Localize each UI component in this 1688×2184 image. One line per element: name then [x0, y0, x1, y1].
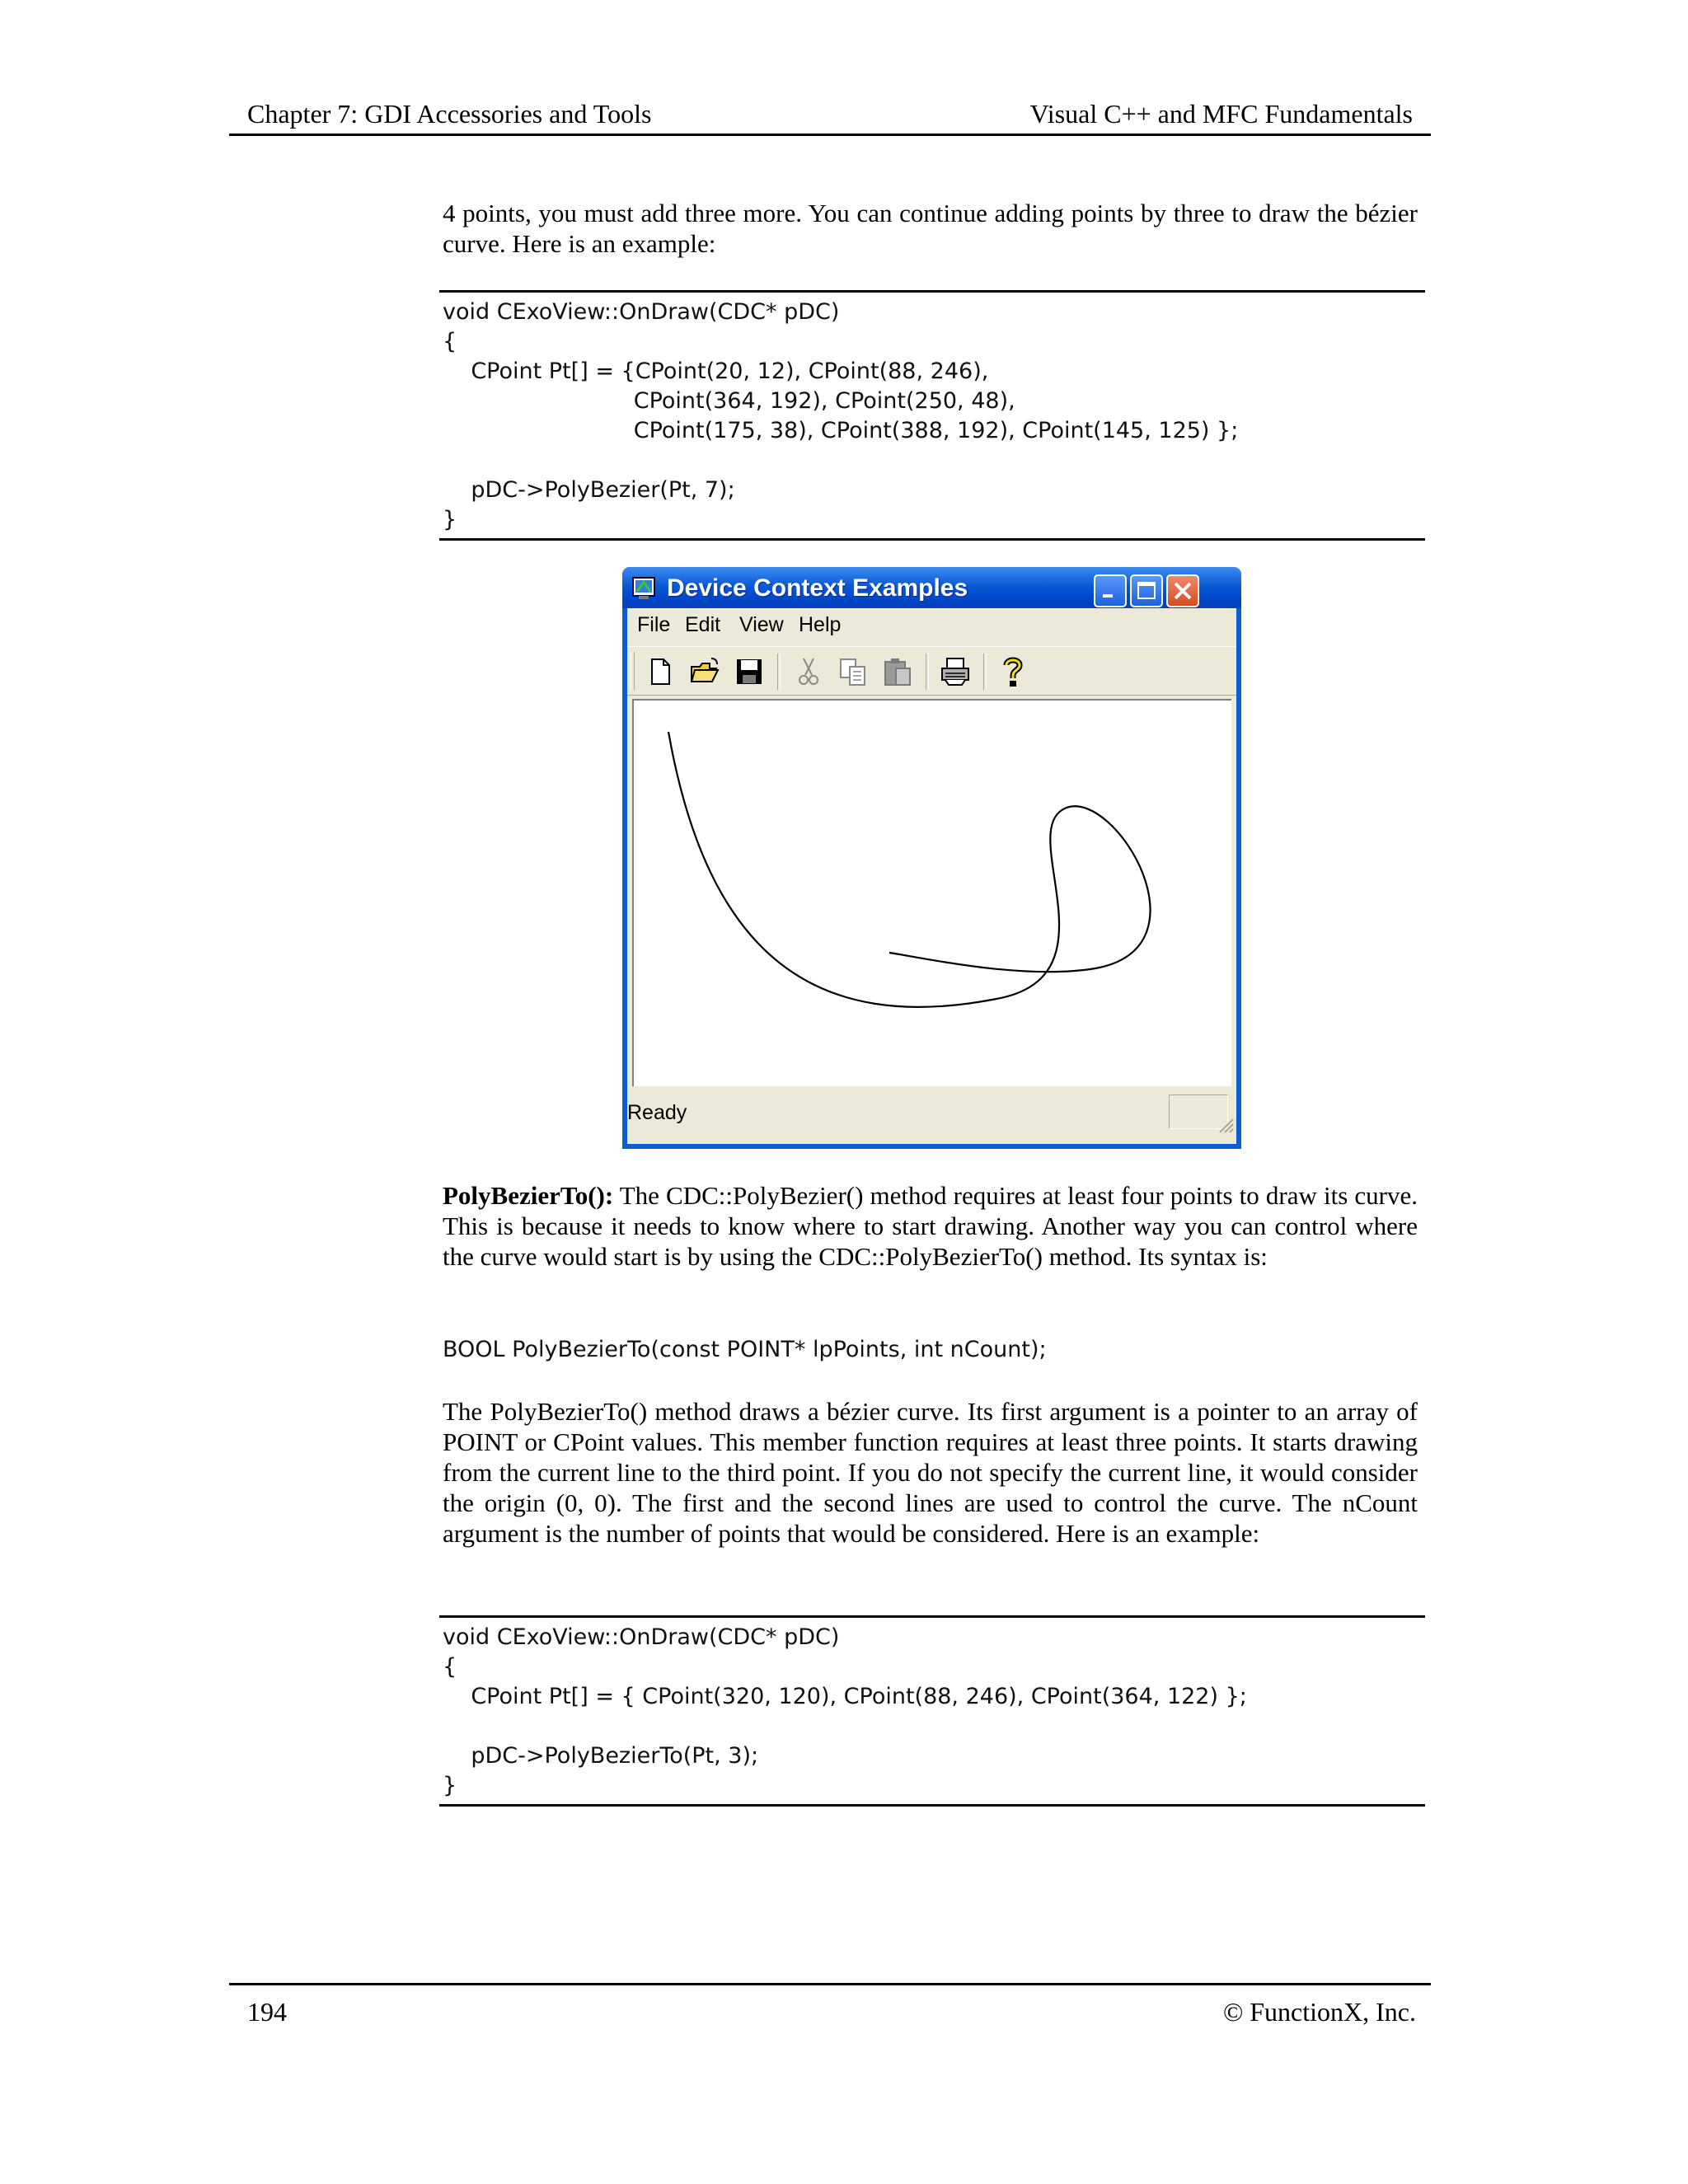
code-line: void CExoView::OnDraw(CDC* pDC): [443, 299, 840, 325]
menu-file[interactable]: File: [637, 613, 671, 636]
code-line: CPoint Pt[] = { CPoint(320, 120), CPoint(88, 246), CPoint(364, 122) };: [443, 1684, 1247, 1709]
new-file-icon[interactable]: [644, 655, 677, 688]
term-polybezierto: PolyBezierTo():: [443, 1181, 614, 1210]
intro-paragraph: 4 points, you must add three more. You can continue adding points by three to draw the bézier curve. Here is an example:: [443, 199, 1418, 258]
syntax-line: BOOL PolyBezierTo(const POINT* lpPoints, int nCount);: [443, 1337, 1047, 1362]
code-block-polybezierto: [439, 1615, 1425, 1807]
help-icon[interactable]: [996, 655, 1029, 688]
maximize-button[interactable]: [1130, 574, 1163, 607]
menu-help[interactable]: Help: [799, 613, 842, 636]
code-line: void CExoView::OnDraw(CDC* pDC): [443, 1624, 840, 1650]
toolbar-separator: [777, 654, 781, 690]
menu-view[interactable]: View: [739, 613, 784, 636]
polybezierto-paragraph: [443, 1180, 1418, 1272]
window-client: [627, 608, 1236, 1144]
code-line: pDC->PolyBezierTo(Pt, 3);: [443, 1743, 759, 1769]
app-icon: [632, 577, 657, 600]
code-line: pDC->PolyBezier(Pt, 7);: [443, 477, 735, 503]
code-line: CPoint Pt[] = {CPoint(20, 12), CPoint(88, 246),: [443, 359, 989, 384]
minimize-icon: [1095, 576, 1125, 606]
paste-icon[interactable]: [881, 655, 914, 688]
title-bar[interactable]: [622, 567, 1241, 608]
description-paragraph: The PolyBezierTo() method draws a bézier curve. Its first argument is a pointer to an array of POINT or CPoint values. This member function requires at least three points. It starts drawing from the current line to the third point. If you do not specify the current line, it would consider the origin (0, 0). The first and the second lines are used to control the curve. The nCount argument is the number of points that would be considered. Here is an example:: [443, 1397, 1418, 1548]
menu-bar: [627, 608, 1236, 644]
copy-icon[interactable]: [837, 655, 870, 688]
toolbar: [627, 646, 1236, 696]
code-line: CPoint(175, 38), CPoint(388, 192), CPoint(145, 125) };: [443, 418, 1239, 443]
toolbar-grip[interactable]: [631, 652, 635, 690]
code-block-polybezier: [439, 290, 1425, 541]
code-line: [439, 446, 1425, 476]
open-folder-icon[interactable]: [688, 655, 721, 688]
code-line: }: [443, 507, 457, 532]
toolbar-separator: [983, 654, 987, 690]
code-line: [439, 1712, 1425, 1741]
page-footer: [229, 1983, 1431, 2027]
copyright: © FunctionX, Inc.: [1222, 1997, 1416, 2027]
cut-icon[interactable]: [792, 655, 825, 688]
bezier-curve-drawing: [634, 701, 1231, 1086]
code-line: CPoint(364, 192), CPoint(250, 48),: [443, 388, 1015, 414]
app-window: [622, 567, 1241, 1149]
book-title: Visual C++ and MFC Fundamentals: [1029, 99, 1413, 129]
maximize-icon: [1132, 576, 1161, 606]
toolbar-separator: [926, 654, 929, 690]
code-line: }: [443, 1773, 457, 1798]
chapter-title: Chapter 7: GDI Accessories and Tools: [247, 99, 652, 129]
status-bar: [627, 1090, 1236, 1139]
status-text: Ready: [627, 1101, 687, 1124]
drawing-canvas[interactable]: [632, 699, 1231, 1086]
save-icon[interactable]: [733, 655, 766, 688]
window-title: Device Context Examples: [667, 574, 968, 602]
page-number: 194: [247, 1997, 287, 2027]
code-line: {: [443, 1654, 457, 1680]
menu-edit[interactable]: Edit: [685, 613, 721, 636]
minimize-button[interactable]: [1094, 574, 1127, 607]
print-icon[interactable]: [939, 655, 972, 688]
polybezierto-text: The CDC::PolyBezier() method requires at least four points to draw its curve. This is because it needs to know where to start drawing. Another way you can control where the curve would start is by using the CDC::PolyBezierTo() method. Its syntax is:: [443, 1181, 1418, 1271]
resize-grip-icon[interactable]: [1215, 1114, 1235, 1134]
page-header: [229, 99, 1431, 136]
close-button[interactable]: [1166, 574, 1199, 607]
close-icon: [1168, 576, 1198, 606]
code-line: {: [443, 329, 457, 354]
